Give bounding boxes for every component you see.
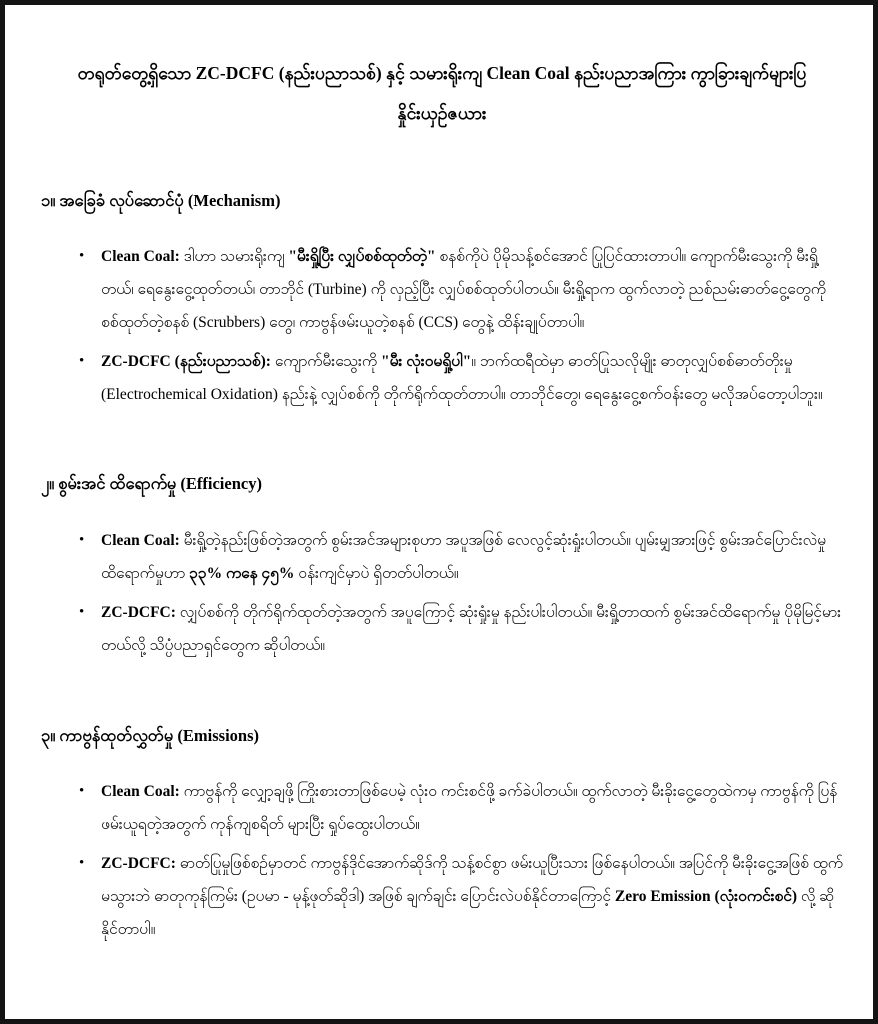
section-efficiency xyxy=(41,469,843,662)
bullet-item-clean-coal-mechanism xyxy=(101,241,843,340)
bullet-list-efficiency xyxy=(41,525,843,662)
bullet-list-mechanism xyxy=(41,241,843,411)
section-heading-efficiency: ၂။ စွမ်းအင် ထိရောက်မှု (Efficiency) xyxy=(41,474,262,494)
bullet-icon xyxy=(79,597,84,629)
bullet-icon xyxy=(79,848,84,880)
bullet-item-clean-coal-efficiency xyxy=(101,525,843,591)
bullet-item-zcdcfc-mechanism xyxy=(101,346,843,412)
bullet-icon xyxy=(79,241,84,273)
bullet-text: ZC-DCFC: လျှပ်စစ်ကို တိုက်ရိုက်ထုတ်တဲ့အတွက် အပူကြောင့် ဆုံးရှုံးမှု နည်းပါးပါတယ်။ မီးရှို့တာထက် စွမ်းအင်ထိရောက်မှု ပိုမိုမြင့်မားတယ်လို့ သိပ္ပံပညာရှင်တွေက ဆိုပါတယ်။ xyxy=(101,603,842,654)
bullet-text: Clean Coal: ကာဗွန်ကို လျှော့ချဖို့ ကြိုးစားတာဖြစ်ပေမဲ့ လုံးဝ ကင်းစင်ဖို့ ခက်ခဲပါတယ်။ ထွက်လာတဲ့ မီးခိုးငွေ့တွေထဲကမှ ကာဗွန်ကို ပြန်ဖမ်းယူရတဲ့အတွက် ကုန်ကျစရိတ် များပြီး ရှုပ်ထွေးပါတယ်။ xyxy=(101,783,838,834)
bullet-icon xyxy=(79,525,84,557)
bullet-text: Clean Coal: မီးရှို့တဲ့နည်းဖြစ်တဲ့အတွက် စွမ်းအင်အများစုဟာ အပူအဖြစ် လေလွင့်ဆုံးရှုံးပါတယ်။ ပျမ်းမျှအားဖြင့် စွမ်းအင်ပြောင်းလဲမှု ထိရောက်မှုဟာ ၃၃% ကနေ ၄၅% ဝန်းကျင်မှာပဲ ရှိတတ်ပါတယ်။ xyxy=(101,532,826,583)
bullet-list-emissions xyxy=(41,776,843,946)
bullet-text: Clean Coal: ဒါဟာ သမားရိုးကျ "မီးရှို့ပြီး လျှပ်စစ်ထုတ်တဲ့" စနစ်ကိုပဲ ပိုမိုသန့်စင်အောင် ပြုပြင်ထားတာပါ။ ကျောက်မီးသွေးကို မီးရှို့တယ်၊ ရေနွေးငွေ့ထုတ်တယ်၊ တာဘိုင် (Turbine) ကို လှည့်ပြီး လျှပ်စစ်ထုတ်ပါတယ်။ မီးရှို့ရာက ထွက်လာတဲ့ ညစ်ညမ်းဓာတ်ငွေ့တွေကို စစ်ထုတ်တဲ့စနစ် (Scrubbers) တွေ၊ ကာဗွန်ဖမ်းယူတဲ့စနစ် (CCS) တွေနဲ့ ထိန်းချုပ်တာပါ။ xyxy=(101,248,826,331)
bullet-item-clean-coal-emissions xyxy=(101,776,843,842)
bullet-text: ZC-DCFC (နည်းပညာသစ်): ကျောက်မီးသွေးကို "မီး လုံးဝမရှို့ပါ"။ ဘက်ထရီထဲမှာ ဓာတ်ပြုသလိုမျိုး ဓာတုလျှပ်စစ်ဓာတ်တိုးမှု (Electrochemical Oxidation) နည်းနဲ့ လျှပ်စစ်ကို တိုက်ရိုက်ထုတ်တာပါ။ တာဘိုင်တွေ၊ ရေနွေးငွေ့စက်ဝန်းတွေ မလိုအပ်တော့ပါဘူး။ xyxy=(101,352,823,403)
section-mechanism xyxy=(41,186,843,412)
document-title: တရုတ်တွေ့ရှိသော ZC-DCFC (နည်းပညာသစ်) နှင့် သမားရိုးကျ Clean Coal နည်းပညာအကြား ကွာခြားချက်များပြ နှိုင်းယှဉ်ဇယား xyxy=(77,63,807,124)
bullet-text: ZC-DCFC: ဓာတ်ပြုမှုဖြစ်စဉ်မှာတင် ကာဗွန်ဒိုင်အောက်ဆိုဒ်ကို သန့်စင်စွာ ဖမ်းယူပြီးသား ဖြစ်နေပါတယ်။ အပြင်ကို မီးခိုးငွေ့အဖြစ် ထွက်မသွားဘဲ ဓာတုကုန်ကြမ်း (ဥပမာ - မုန့်ဖုတ်ဆိုဒါ) အဖြစ် ချက်ချင်း ပြောင်းလဲပစ်နိုင်တာကြောင့် Zero Emission (လုံးဝကင်းစင်) လို့ ဆိုနိုင်တာပါ။ xyxy=(101,855,843,938)
bullet-item-zcdcfc-emissions xyxy=(101,848,843,947)
bullet-item-zcdcfc-efficiency xyxy=(101,597,843,663)
section-heading-emissions: ၃။ ကာဗွန်ထုတ်လွှတ်မှု (Emissions) xyxy=(41,725,259,745)
bullet-icon xyxy=(79,346,84,378)
section-emissions xyxy=(41,721,843,947)
section-heading-mechanism: ၁။ အခြေခံ လုပ်ဆောင်ပုံ (Mechanism) xyxy=(41,190,281,210)
bullet-icon xyxy=(79,776,84,808)
